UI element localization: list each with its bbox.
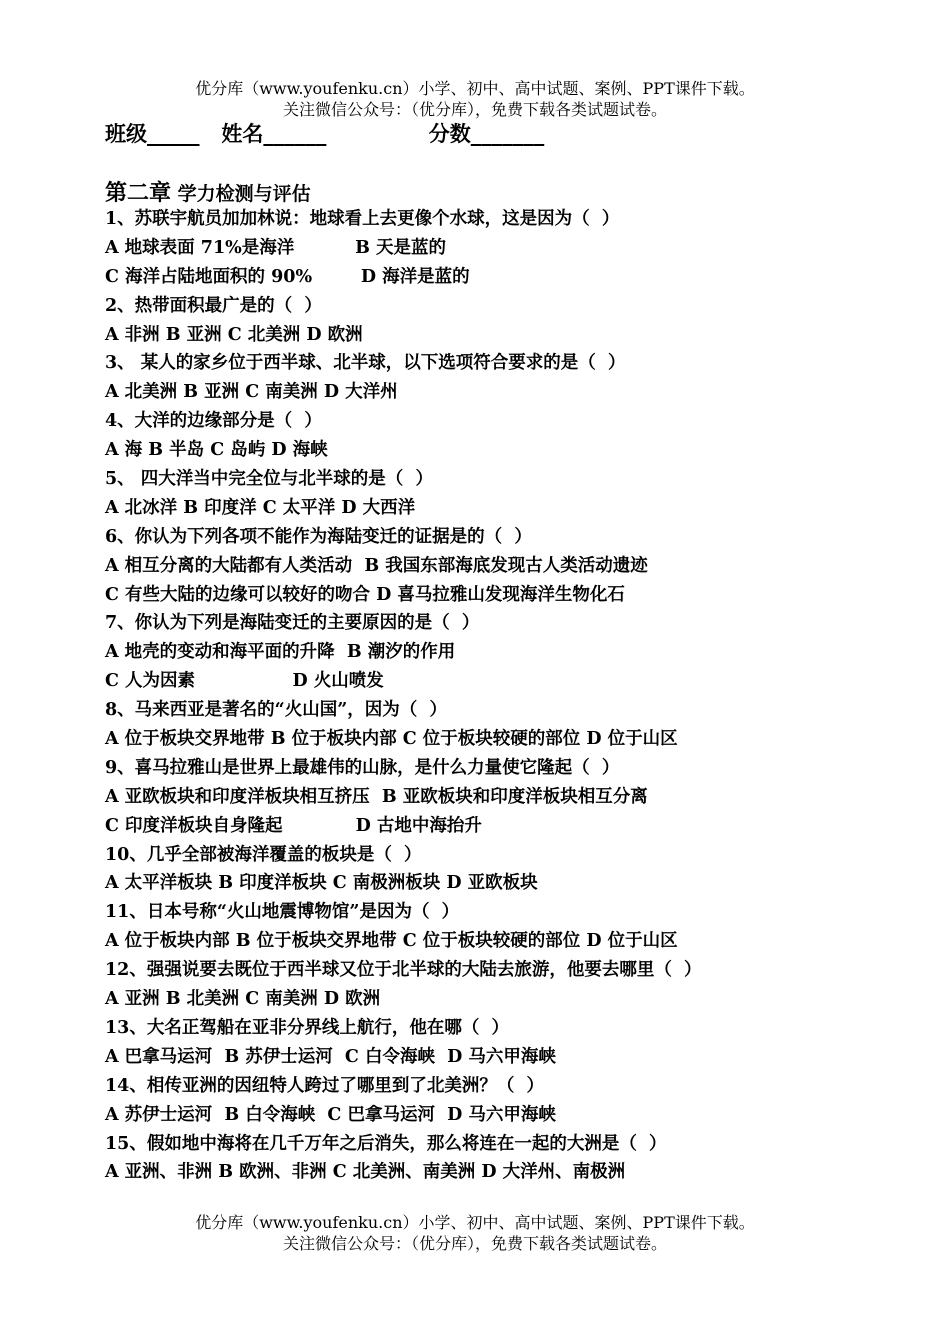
chapter-subtitle: 学力检测与评估 (171, 183, 311, 205)
question-text: 5、 四大洋当中完全位与北半球的是（ ） (105, 469, 433, 490)
answer-options: C 印度洋板块自身隆起 D 古地中海抬升 (105, 815, 482, 836)
answer-options: A 相互分离的大陆都有人类活动 B 我国东部海底发现古人类活动遗迹 (105, 555, 648, 576)
answer-options: A 地球表面 71%是海洋 B 天是蓝的 (105, 237, 447, 258)
question-text: 8、马来西亚是著名的“火山国”，因为（ ） (105, 700, 447, 721)
page-footer (0, 1212, 950, 1254)
answer-options: A 位于板块内部 B 位于板块交界地带 C 位于板块较硬的部位 D 位于山区 (105, 931, 678, 952)
answer-options: A 海 B 半岛 C 岛屿 D 海峡 (105, 440, 328, 461)
footer-line-2: 关注微信公众号：（优分库），免费下载各类试题试卷。 (282, 1234, 667, 1253)
answer-options: C 有些大陆的边缘可以较好的吻合 D 喜马拉雅山发现海洋生物化石 (105, 584, 625, 605)
footer-line-1: 优分库（www.youfenku.cn）小学、初中、高中试题、案例、PPT课件下载。 (195, 1213, 755, 1232)
answer-options: A 巴拿马运河 B 苏伊士运河 C 白令海峡 D 马六甲海峡 (105, 1046, 556, 1067)
question-text: 4、大洋的边缘部分是（ ） (105, 411, 322, 432)
question-text: 10、几乎全部被海洋覆盖的板块是（ ） (105, 844, 422, 865)
question-text: 9、喜马拉雅山是世界上最雄伟的山脉，是什么力量使它隆起（ ） (105, 757, 620, 778)
question-text: 15、假如地中海将在几千万年之后消失，那么将连在一起的大洲是（ ） (105, 1133, 667, 1154)
question-text: 12、强强说要去既位于西半球又位于北半球的大陆去旅游，他要去哪里（ ） (105, 960, 702, 981)
answer-options: A 苏伊士运河 B 白令海峡 C 巴拿马运河 D 马六甲海峡 (105, 1104, 556, 1125)
answer-options: A 非洲 B 亚洲 C 北美洲 D 欧洲 (105, 324, 363, 345)
question-text: 13、大名正驾船在亚非分界线上航行，他在哪（ ） (105, 1017, 510, 1038)
answer-options: A 亚欧板块和印度洋板块相互挤压 B 亚欧板块和印度洋板块相互分离 (105, 786, 648, 807)
student-info-line: 班级_____ 姓名______ 分数_______ (105, 121, 545, 146)
answer-options: A 北冰洋 B 印度洋 C 太平洋 D 大西洋 (105, 497, 416, 518)
answer-options: A 地壳的变动和海平面的升降 B 潮汐的作用 (105, 642, 456, 663)
header-line-2: 关注微信公众号：（优分库），免费下载各类试题试卷。 (282, 100, 667, 119)
question-text: 2、热带面积最广是的（ ） (105, 295, 322, 316)
page-header (0, 78, 950, 120)
answer-options: C 海洋占陆地面积的 90% D 海洋是蓝的 (105, 266, 470, 287)
question-text: 11、日本号称“火山地震博物馆”是因为（ ） (105, 902, 460, 923)
answer-options: A 太平洋板块 B 印度洋板块 C 南极洲板块 D 亚欧板块 (105, 873, 538, 894)
question-text: 1、苏联宇航员加加林说：地球看上去更像个水球，这是因为（ ） (105, 209, 620, 229)
header-line-1: 优分库（www.youfenku.cn）小学、初中、高中试题、案例、PPT课件下载。 (195, 79, 755, 98)
question-text: 14、相传亚洲的因纽特人跨过了哪里到了北美洲？（ ） (105, 1075, 545, 1096)
chapter-title (105, 176, 311, 207)
question-list (105, 205, 905, 1187)
question-text: 7、你认为下列是海陆变迁的主要原因的是（ ） (105, 613, 480, 634)
question-text: 3、 某人的家乡位于西半球、北半球，以下选项符合要求的是（ ） (105, 353, 626, 374)
answer-options: A 亚洲 B 北美洲 C 南美洲 D 欧洲 (105, 989, 381, 1010)
chapter-number: 第二章 (105, 180, 172, 206)
answer-options: A 北美洲 B 亚洲 C 南美洲 D 大洋州 (105, 382, 398, 403)
answer-options: A 位于板块交界地带 B 位于板块内部 C 位于板块较硬的部位 D 位于山区 (105, 729, 678, 750)
question-text: 6、你认为下列各项不能作为海陆变迁的证据是的（ ） (105, 526, 532, 547)
answer-options: C 人为因素 D 火山喷发 (105, 671, 384, 692)
answer-options: A 亚洲、非洲 B 欧洲、非洲 C 北美洲、南美洲 D 大洋州、南极洲 (105, 1162, 626, 1183)
